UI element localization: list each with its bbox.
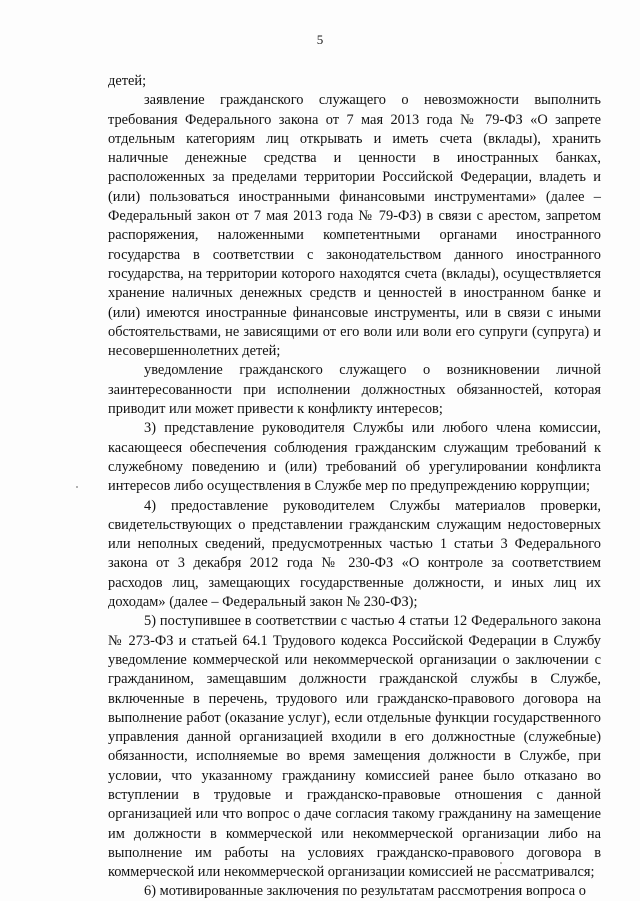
scan-speck [76, 486, 78, 488]
page-number: 5 [316, 32, 324, 47]
paragraph-continuation: детей; [108, 73, 147, 89]
paragraph-item-5: 5) поступившее в соответствии с частью 4 статьи 12 Федерального закона № 273-ФЗ и статьей 64.1 Трудового кодекса Российской Федерации в Службу уведомление коммерческой или некоммерческой организации о заключении с гражданином, замещавшим должности гражданской службы в Службе, включенные в перечень, трудового или гражданско-правового договора на выполнение работ (оказание услуг), если отдельные функции государственного управления данной организацией входили в его должностные (служебные) обязанности, исполняемые во время замещения должности в Службе, при условии, что указанному гражданину комиссией ранее было отказано во вступлении в трудовые и гражданско-правовые отношения с данной организацией или что вопрос о даче согласия такому гражданину на замещение им должности в коммерческой или некоммерческой организации либо на выполнение им работы на условиях гражданско-правового договора в коммерческой или некоммерческой организации комиссией не рассматривался; [108, 613, 601, 881]
paragraph-item-6: 6) мотивированные заключения по результатам рассмотрения вопроса о [144, 883, 586, 900]
paragraph-item-4: 4) предоставление руководителем Службы материалов проверки, свидетельствующих о представлении гражданским служащим недостоверных или неполных сведений, предусмотренных частью 1 статьи 3 Федерального закона от 3 декабря 2012 года № 230-ФЗ «О контроле за соответствием расходов лиц, замещающих государственные должности, и иных лиц их доходам» (далее – Федеральный закон № 230-ФЗ); [108, 497, 601, 611]
paragraph-item-3: 3) представление руководителя Службы или любого члена комиссии, касающееся обеспечения соблюдения гражданским служащим требований к служебному поведению и (или) требований об урегулировании конфликта интересов либо осуществления в Службе мер по предупреждению коррупции; [108, 420, 601, 495]
paragraph-statement-79fz: заявление гражданского служащего о невозможности выполнить требования Федерального закона от 7 мая 2013 года № 79-ФЗ «О запрете отдельным категориям лиц открывать и иметь счета (вклады), хранить наличные денежные средства и ценности в иностранных банках, расположенных за пределами территории Российской Федерации, владеть и (или) пользоваться иностранными финансовыми инструментами» (далее – Федеральный закон от 7 мая 2013 года № 79-ФЗ) в связи с арестом, запретом распоряжения, наложенными компетентными органами иностранного государства в соответствии с законодательством данного иностранного государства, на территории которого находятся счета (вклады), осуществляется хранение наличных денежных средств и ценностей в иностранном банке и (или) имеются иностранные финансовые инструменты, или в связи с иными обстоятельствами, не зависящими от его воли или воли его супруги (супруга) и несовершеннолетних детей; [108, 92, 601, 360]
paragraph-notice-personal-interest: уведомление гражданского служащего о возникновении личной заинтересованности при исполнении должностных обязанностей, которая приводит или может привести к конфликту интересов; [108, 362, 601, 418]
document-body [108, 72, 601, 902]
scan-speck [500, 862, 502, 864]
